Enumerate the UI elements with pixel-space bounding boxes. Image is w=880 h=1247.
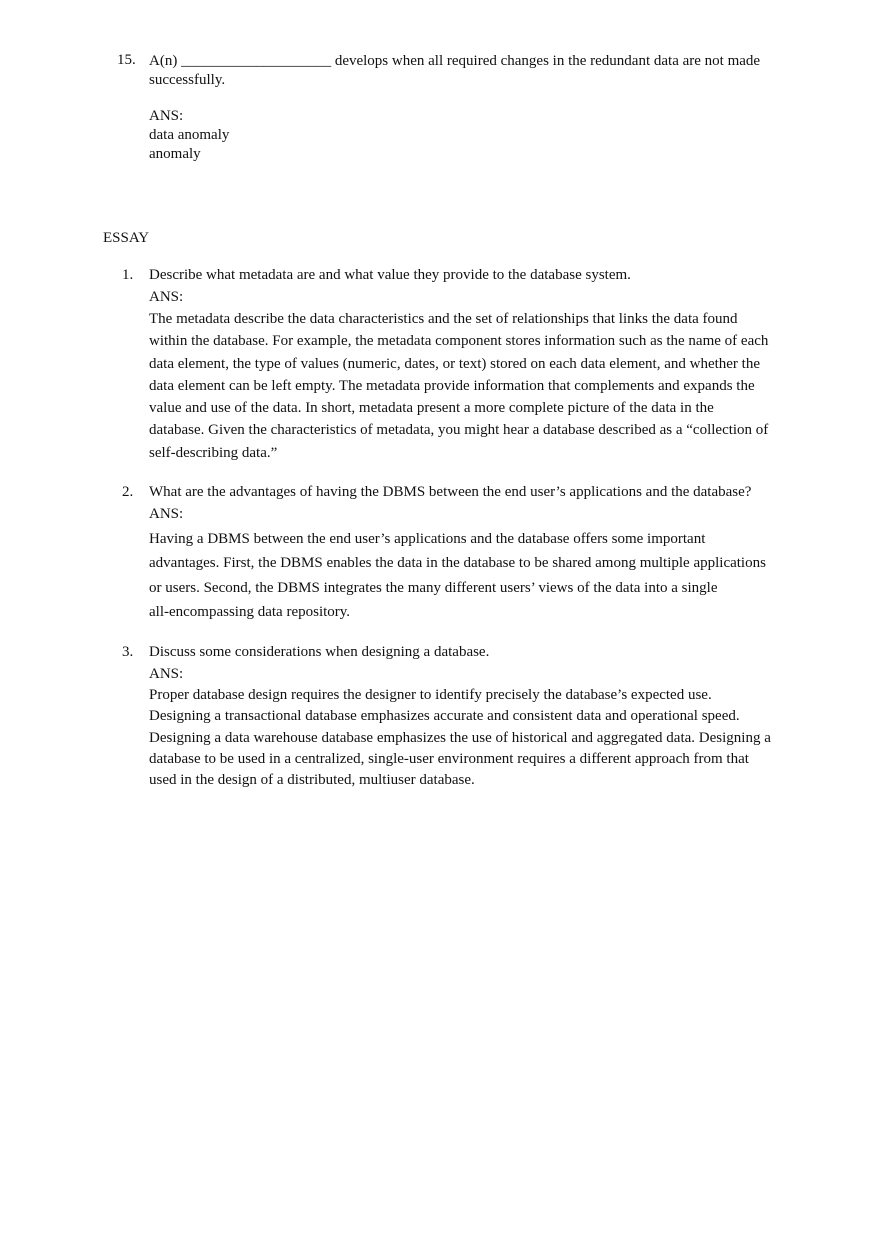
answer-line: Having a DBMS between the end user’s applications and the database offers some important bbox=[149, 531, 706, 547]
section-heading-essay: ESSAY bbox=[103, 230, 150, 246]
ans-label: ANS: bbox=[149, 666, 184, 682]
answer-line: advantages. First, the DBMS enables the data in the database to be shared among multiple applications bbox=[149, 555, 766, 572]
answer-line: all-encompassing data repository. bbox=[149, 604, 351, 621]
answer-line: Proper database design requires the designer to identify precisely the database’s expected use. bbox=[149, 687, 712, 703]
question-number: 15. bbox=[117, 52, 136, 68]
answer-line: or users. Second, the DBMS integrates the many different users’ views of the data into a single bbox=[149, 579, 718, 596]
answer-text bbox=[149, 685, 813, 791]
question-text: Describe what metadata are and what value they provide to the database system. bbox=[149, 267, 631, 283]
answer-line: database. Given the characteristics of metadata, you might hear a database described as a “collection of bbox=[149, 422, 769, 439]
question-body bbox=[149, 52, 819, 164]
answer-block bbox=[149, 107, 819, 164]
answer-line: within the database. For example, the metadata component stores information such as the name of each bbox=[149, 333, 769, 350]
question-number: 3. bbox=[122, 644, 134, 660]
question-content bbox=[149, 264, 813, 464]
question-content bbox=[149, 641, 813, 791]
answer-line: data element, the type of values (numeric, dates, or text) stored on each data element, and whether the bbox=[149, 355, 761, 372]
answer-text bbox=[149, 527, 813, 625]
question-number: 1. bbox=[122, 267, 134, 283]
question-text: What are the advantages of having the DBMS between the end user’s applications and the database? bbox=[149, 484, 752, 500]
answer-line: data element can be left empty. The metadata provide information that complements and expands the bbox=[149, 377, 755, 394]
ans-label: ANS: bbox=[149, 506, 184, 522]
answer-line: Designing a data warehouse database emphasizes the use of historical and aggregated data. Designing a bbox=[149, 729, 771, 746]
question-content bbox=[149, 481, 813, 625]
answer-line: database to be used in a centralized, single-user environment requires a different approach from that bbox=[149, 750, 749, 767]
answer-item: data anomaly bbox=[149, 127, 230, 143]
answer-line: self-describing data.” bbox=[149, 444, 278, 461]
ans-label: ANS: bbox=[149, 108, 184, 124]
question-text-line: successfully. bbox=[149, 72, 226, 88]
question-text: Discuss some considerations when designing a database. bbox=[149, 644, 490, 660]
answer-line: Designing a transactional database emphasizes accurate and consistent data and operational speed. bbox=[149, 708, 740, 725]
ans-label: ANS: bbox=[149, 289, 184, 305]
answer-line: The metadata describe the data characteristics and the set of relationships that links the data found bbox=[149, 311, 738, 327]
answer-text bbox=[149, 308, 813, 464]
question-number: 2. bbox=[122, 484, 134, 500]
answer-item: anomaly bbox=[149, 146, 201, 162]
answer-line: value and use of the data. In short, metadata present a more complete picture of the data in the bbox=[149, 400, 714, 417]
answer-line: used in the design of a distributed, multiuser database. bbox=[149, 772, 475, 789]
question-text-line: A(n) ____________________ develops when all required changes in the redundant data are not made bbox=[149, 53, 761, 69]
